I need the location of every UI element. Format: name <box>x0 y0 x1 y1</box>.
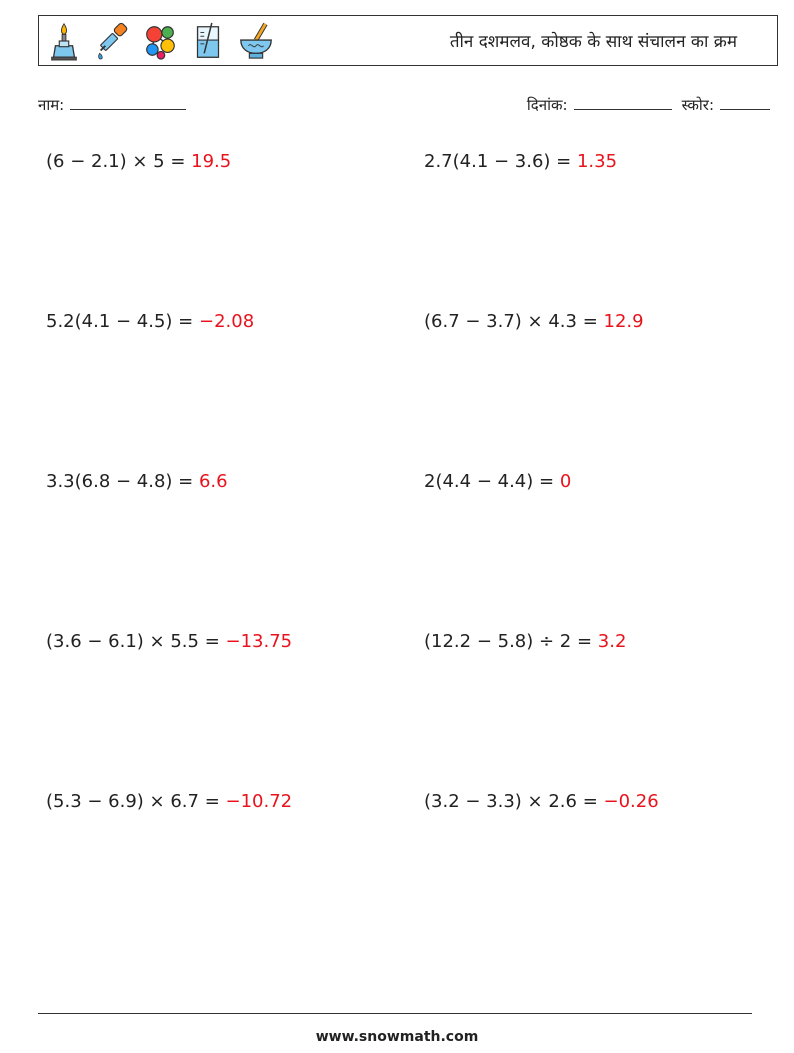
worksheet-title: तीन दशमलव, कोष्ठक के साथ संचालन का क्रम <box>449 32 737 52</box>
problem-10 <box>424 791 659 812</box>
header-box <box>38 15 778 66</box>
problem-1 <box>46 151 231 172</box>
problem-expression: (3.6 − 6.1) × 5.5 = <box>46 631 226 652</box>
problem-expression: 3.3(6.8 − 4.8) = <box>46 471 199 492</box>
footer-divider <box>38 1013 752 1014</box>
problem-expression: 5.2(4.1 − 4.5) = <box>46 311 199 332</box>
name-label: नाम: <box>38 96 65 114</box>
score-blank[interactable] <box>720 93 770 110</box>
problem-answer: −2.08 <box>198 311 255 332</box>
problem-expression: (6 − 2.1) × 5 = <box>46 151 192 172</box>
problem-5 <box>46 471 228 492</box>
date-score-fields <box>527 93 770 115</box>
problem-6 <box>424 471 571 492</box>
name-field <box>38 93 186 115</box>
problem-7 <box>46 631 292 652</box>
problem-answer: −13.75 <box>225 631 293 652</box>
problem-expression: (5.3 − 6.9) × 6.7 = <box>46 791 226 812</box>
beaker-icon <box>189 21 227 61</box>
molecule-icon <box>141 21 179 61</box>
problem-2 <box>424 151 617 172</box>
problem-4 <box>424 311 644 332</box>
problem-8 <box>424 631 626 652</box>
date-blank[interactable] <box>574 93 672 110</box>
dropper-icon <box>93 21 131 61</box>
problem-expression: (3.2 − 3.3) × 2.6 = <box>424 791 604 812</box>
problem-answer: 12.9 <box>603 311 644 332</box>
problem-9 <box>46 791 292 812</box>
date-label: दिनांक: <box>526 96 568 114</box>
problem-answer: 1.35 <box>576 151 618 172</box>
problem-expression: (12.2 − 5.8) ÷ 2 = <box>424 631 598 652</box>
bunsen-burner-icon <box>45 21 83 61</box>
problem-answer: 3.2 <box>597 631 627 652</box>
problem-answer: 19.5 <box>191 151 232 172</box>
problem-expression: 2(4.4 − 4.4) = <box>424 471 560 492</box>
problem-expression: (6.7 − 3.7) × 4.3 = <box>424 311 604 332</box>
name-blank[interactable] <box>70 93 186 110</box>
footer-url[interactable]: www.snowmath.com <box>315 1029 479 1045</box>
mortar-pestle-icon <box>237 21 275 61</box>
score-label: स्कोर: <box>681 96 714 114</box>
problem-answer: −10.72 <box>225 791 293 812</box>
icon-strip <box>45 21 275 61</box>
problem-3 <box>46 311 254 332</box>
problem-answer: 0 <box>559 471 572 492</box>
problem-answer: −0.26 <box>603 791 659 812</box>
problem-expression: 2.7(4.1 − 3.6) = <box>424 151 577 172</box>
problem-answer: 6.6 <box>198 471 228 492</box>
